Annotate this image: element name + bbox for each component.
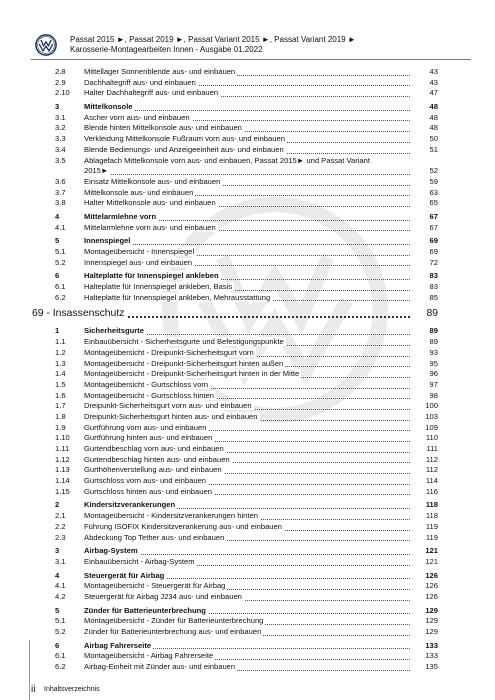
toc-number: 5.2 bbox=[55, 627, 66, 636]
toc-page-number: 111 bbox=[426, 444, 438, 453]
toc-number: 3 bbox=[55, 102, 60, 112]
toc-title: 2015► bbox=[84, 166, 109, 176]
toc-page-number: 85 bbox=[429, 292, 438, 302]
toc-title: Gurthöhenverstellung aus- und einbauen bbox=[84, 465, 222, 475]
toc-item-row[interactable] bbox=[55, 455, 438, 466]
toc-item-row[interactable] bbox=[55, 359, 438, 370]
toc-title: Halteplatte für Innenspiegel ankleben, Basis bbox=[84, 282, 233, 292]
toc-page-number: 89 bbox=[429, 337, 438, 347]
toc-page-number: 51 bbox=[429, 144, 438, 154]
toc-item-row[interactable] bbox=[55, 67, 438, 78]
toc-page-number: 97 bbox=[429, 379, 438, 389]
toc-number: 6 bbox=[55, 271, 60, 281]
toc-title-leader bbox=[84, 662, 410, 673]
toc-title-leader bbox=[84, 78, 410, 89]
document-title: Passat 2015 ►, Passat 2019 ►, Passat Variant 2015 ►, Passat Variant 2019 ► bbox=[70, 35, 356, 44]
toc-number: 1.1 bbox=[55, 337, 66, 347]
toc-item-row[interactable] bbox=[55, 662, 438, 673]
toc-title-leader bbox=[84, 236, 410, 247]
toc-item-row[interactable] bbox=[55, 88, 438, 99]
toc-item-row[interactable] bbox=[55, 337, 438, 348]
toc-title-leader bbox=[84, 641, 410, 652]
toc-item-row[interactable] bbox=[55, 533, 438, 544]
toc-number: 1.13 bbox=[55, 465, 70, 475]
toc-title-leader bbox=[84, 293, 410, 304]
toc-title: Dachhaltegriff aus- und einbauen bbox=[84, 77, 196, 87]
toc-title: Montageübersicht - Airbag Fahrerseite bbox=[84, 651, 214, 661]
toc-title: Montageübersicht - Dreipunkt-Sicherheitsgurt hinten außen bbox=[84, 358, 284, 368]
toc-title-leader bbox=[84, 444, 410, 455]
toc-number: 1.9 bbox=[55, 422, 66, 432]
toc-page-number: 126 bbox=[425, 570, 438, 580]
toc-page-number: 83 bbox=[429, 271, 438, 281]
toc-number: 5 bbox=[55, 605, 60, 615]
toc-page-number: 72 bbox=[429, 257, 438, 267]
toc-item-row[interactable] bbox=[55, 282, 438, 293]
toc-title: Mittellager Sonnenblende aus- und einbauen bbox=[84, 67, 236, 76]
toc-title-leader bbox=[84, 522, 410, 533]
toc-number: 3.3 bbox=[55, 134, 66, 144]
toc-item-row[interactable] bbox=[55, 348, 438, 359]
toc-item-row[interactable] bbox=[55, 123, 438, 134]
toc-title-leader bbox=[84, 247, 410, 258]
toc-number: 6.1 bbox=[55, 651, 66, 661]
toc-number: 1.8 bbox=[55, 411, 66, 421]
toc-title: Mittelkonsole bbox=[84, 102, 133, 112]
toc-item-row[interactable] bbox=[55, 557, 438, 568]
toc-title-leader bbox=[84, 592, 410, 603]
toc-page-number: 47 bbox=[429, 88, 438, 98]
toc-item-row[interactable] bbox=[55, 444, 438, 455]
toc-title-leader bbox=[84, 533, 410, 544]
toc-item-row[interactable] bbox=[55, 651, 438, 662]
toc-title: Ascher vorn aus- und einbauen bbox=[84, 112, 190, 122]
toc-number: 6.1 bbox=[55, 282, 66, 292]
header-divider bbox=[31, 59, 471, 60]
toc-page-number: 114 bbox=[425, 476, 438, 486]
toc-title: Steuergerät für Airbag J234 aus- und einbauen bbox=[84, 591, 242, 601]
toc-number: 1.2 bbox=[55, 347, 66, 357]
toc-title-leader bbox=[84, 391, 410, 402]
toc-number: 1.6 bbox=[55, 390, 66, 400]
toc-page-number: 48 bbox=[429, 123, 438, 133]
toc-title: Montageübersicht - Innenspiegel bbox=[84, 247, 195, 256]
toc-item-row[interactable] bbox=[55, 134, 438, 145]
toc-section-row[interactable] bbox=[55, 236, 438, 247]
toc-number: 2.1 bbox=[55, 511, 66, 521]
toc-page-number: 52 bbox=[429, 166, 438, 176]
toc-item-row[interactable] bbox=[55, 188, 438, 199]
toc-title: Mittelkonsole aus- und einbauen bbox=[84, 187, 194, 197]
toc-page-number: 63 bbox=[429, 187, 438, 197]
toc-title-leader bbox=[84, 123, 410, 134]
toc-title-leader bbox=[84, 223, 410, 234]
toc-item-row[interactable] bbox=[55, 258, 438, 269]
toc-item-row[interactable] bbox=[55, 412, 438, 423]
toc-page-number: 112 bbox=[425, 465, 438, 475]
toc-title-leader bbox=[84, 198, 410, 209]
toc-title: Dreipunkt-Sicherheitsgurt hinten aus- und einbauen bbox=[84, 411, 258, 421]
toc-number: 4.1 bbox=[55, 581, 66, 591]
toc-number: 3.6 bbox=[55, 176, 66, 186]
toc-title: Gurtführung vorn aus- und einbauen bbox=[84, 422, 207, 432]
toc-title: Mittelarmlehne vorn bbox=[84, 211, 157, 221]
toc-title: Gurtführung hinten aus- und einbauen bbox=[84, 433, 213, 443]
toc-item-row[interactable] bbox=[55, 198, 438, 209]
toc-title-leader bbox=[84, 616, 410, 627]
toc-page-number: 119 bbox=[425, 532, 438, 542]
toc-title-leader bbox=[84, 476, 410, 487]
toc-page-number: 129 bbox=[425, 627, 438, 636]
toc-title: Montageübersicht - Dreipunkt-Sicherheitsgurt vorn bbox=[84, 347, 254, 357]
toc-title-leader bbox=[84, 156, 410, 167]
toc-title-leader bbox=[84, 455, 410, 466]
toc-title: Mittelarmlehne vorn aus- und einbauen bbox=[84, 222, 216, 232]
toc-page-number: 89 bbox=[426, 308, 438, 320]
toc-number: 2 bbox=[55, 500, 60, 510]
toc-title: Kindersitzverankerungen bbox=[84, 500, 176, 510]
toc-page-number: 89 bbox=[429, 326, 438, 336]
toc-title: Ablagefach Mittelkonsole vorn aus- und einbauen, Passat 2015► und Passat Variant bbox=[84, 155, 370, 165]
toc-section-row[interactable] bbox=[55, 212, 438, 223]
toc-title-leader bbox=[84, 412, 410, 423]
toc-page-number: 93 bbox=[429, 347, 438, 357]
toc-number: 1.12 bbox=[55, 454, 70, 464]
toc-title-leader bbox=[84, 651, 410, 662]
toc-item-row[interactable] bbox=[55, 401, 438, 412]
toc-number: 5.1 bbox=[55, 247, 66, 256]
toc-page-number: 129 bbox=[425, 616, 438, 626]
toc-page-number: 48 bbox=[429, 112, 438, 122]
toc-section-row[interactable] bbox=[55, 271, 438, 282]
toc-title: Gurtschloss hinten aus- und einbauen bbox=[84, 486, 212, 496]
toc-title: Innenspiegel bbox=[84, 236, 131, 246]
page-number: ii bbox=[31, 684, 36, 695]
toc-title-leader bbox=[84, 88, 410, 99]
toc-page-number: 133 bbox=[425, 651, 438, 661]
toc-title-leader bbox=[84, 188, 410, 199]
toc-title: Dreipunkt-Sicherheitsgurt vorn aus- und einbauen bbox=[84, 401, 252, 411]
toc-number: 2.3 bbox=[55, 532, 66, 542]
toc-page-number: 118 bbox=[425, 500, 438, 510]
toc-title: Verkleidung Mittelkonsole Fußraum vorn aus- und einbauen bbox=[84, 134, 285, 144]
toc-item-row[interactable] bbox=[55, 156, 438, 167]
toc-section-row[interactable] bbox=[55, 606, 438, 617]
toc-page-number: 65 bbox=[429, 198, 438, 208]
toc-number: 6.2 bbox=[55, 292, 66, 302]
toc-number: 3.5 bbox=[55, 155, 66, 165]
toc-item-row[interactable] bbox=[55, 465, 438, 476]
toc-title: Einbauübersicht - Airbag-System bbox=[84, 556, 195, 566]
vw-logo-icon bbox=[35, 34, 57, 56]
toc-section-row[interactable] bbox=[55, 641, 438, 652]
toc-item-row[interactable] bbox=[55, 391, 438, 402]
toc-title-leader bbox=[84, 606, 410, 617]
toc-chapter-row[interactable] bbox=[32, 305, 438, 323]
toc-title-leader bbox=[84, 166, 410, 177]
toc-item-row[interactable] bbox=[55, 511, 438, 522]
document-subtitle: Karosserie-Montagearbeiten Innen - Ausgabe 01.2022 bbox=[70, 45, 263, 54]
toc-page-number: 129 bbox=[425, 605, 438, 615]
toc-title-leader bbox=[84, 571, 410, 582]
toc-page-number: 118 bbox=[425, 511, 438, 521]
toc-title-leader bbox=[84, 212, 410, 223]
toc-number: 2.2 bbox=[55, 521, 66, 531]
toc-number: 5.1 bbox=[55, 616, 66, 626]
toc-page-number: 43 bbox=[429, 77, 438, 87]
toc-number: 5.2 bbox=[55, 257, 66, 267]
toc-title: Sicherheitsgurte bbox=[84, 326, 144, 336]
toc-title: Innenspiegel aus- und einbauen bbox=[84, 257, 193, 267]
toc-title-leader bbox=[84, 511, 410, 522]
toc-number: 3.2 bbox=[55, 123, 66, 133]
toc-page-number: 69 bbox=[429, 236, 438, 246]
toc-page-number: 133 bbox=[425, 640, 438, 650]
toc-item-row[interactable] bbox=[55, 592, 438, 603]
toc-page-number: 67 bbox=[429, 211, 438, 221]
footer-divider bbox=[29, 640, 30, 700]
toc-number: 1.10 bbox=[55, 433, 70, 443]
toc-item-row[interactable] bbox=[55, 476, 438, 487]
toc-title-leader bbox=[84, 359, 410, 370]
toc-item-row[interactable] bbox=[55, 433, 438, 444]
toc-title-leader bbox=[84, 134, 410, 145]
toc-page-number: 112 bbox=[425, 454, 438, 464]
toc-title-leader bbox=[84, 401, 410, 412]
toc-title-leader bbox=[84, 102, 410, 113]
toc-title: Halter Dachhaltegriff aus- und einbauen bbox=[84, 88, 219, 98]
toc-item-row[interactable] bbox=[55, 177, 438, 188]
toc-page-number: 59 bbox=[429, 176, 438, 186]
toc-number: 2.10 bbox=[55, 88, 70, 98]
toc-section-row[interactable] bbox=[55, 326, 438, 337]
toc-number: 1.4 bbox=[55, 369, 66, 379]
footer-label: Inhaltsverzeichnis bbox=[44, 686, 100, 693]
toc-page-number: 110 bbox=[425, 433, 438, 443]
toc-number: 4.1 bbox=[55, 222, 66, 232]
toc-number: 5 bbox=[55, 236, 60, 246]
toc-title-leader bbox=[84, 282, 410, 293]
toc-number: 4 bbox=[55, 570, 60, 580]
toc-page-number: 96 bbox=[429, 369, 438, 379]
toc-item-row[interactable] bbox=[55, 522, 438, 533]
toc-number: 3 bbox=[55, 546, 60, 556]
toc-page-number: 126 bbox=[425, 581, 438, 591]
toc-title: Blende Bedienungs- und Anzeigeeinheit aus- und einbauen bbox=[84, 144, 284, 154]
toc-number: 1.3 bbox=[55, 358, 66, 368]
toc-title-leader bbox=[84, 581, 410, 592]
toc-title: Halteplatte für Innenspiegel ankleben bbox=[84, 271, 219, 281]
toc-page-number: 50 bbox=[429, 134, 438, 144]
toc-title: Gurtendbeschlag hinten aus- und einbauen bbox=[84, 454, 230, 464]
toc-title-leader bbox=[84, 113, 410, 124]
toc-item-row[interactable] bbox=[55, 616, 438, 627]
toc-title: Abdeckung Top Tether aus- und einbauen bbox=[84, 532, 225, 542]
toc-number: 6.2 bbox=[55, 662, 66, 672]
toc-item-row[interactable] bbox=[55, 627, 438, 638]
toc-title-leader bbox=[84, 369, 410, 380]
toc-title: Airbag Fahrerseite bbox=[84, 640, 152, 650]
toc-title: Blende hinten Mittelkonsole aus- und einbauen bbox=[84, 123, 242, 133]
toc-title-leader bbox=[84, 348, 410, 359]
toc-item-row[interactable] bbox=[55, 369, 438, 380]
toc-title: Halteplatte für Innenspiegel ankleben, Mehrausstattung bbox=[84, 292, 271, 302]
toc-page-number: 48 bbox=[429, 102, 438, 112]
toc-item-row[interactable] bbox=[55, 145, 438, 156]
toc-title-leader bbox=[84, 337, 410, 348]
toc-title-leader bbox=[84, 627, 410, 638]
toc-title: Zünder für Batterieunterbrechung aus- und einbauen bbox=[84, 627, 262, 636]
toc-title: Einbauübersicht - Sicherheitsgurte und Befestigungspunkte bbox=[84, 337, 284, 347]
toc-title: Halter Mittelkonsole aus- und einbauen bbox=[84, 198, 216, 208]
toc-number: 2.8 bbox=[55, 67, 66, 76]
toc-title: Airbag-System bbox=[84, 546, 138, 556]
toc-item-row[interactable] bbox=[55, 423, 438, 434]
toc-number: 1.15 bbox=[55, 486, 70, 496]
toc-page-number: 103 bbox=[425, 411, 438, 421]
toc-item-row[interactable] bbox=[55, 223, 438, 234]
toc-number: 4 bbox=[55, 211, 60, 221]
toc-title: Gurtendbeschlag vorn aus- und einbauen bbox=[84, 444, 224, 453]
toc-page-number: 83 bbox=[429, 282, 438, 292]
toc-title: Gurtschloss vorn aus- und einbauen bbox=[84, 476, 206, 486]
toc-title: Montageübersicht - Steuergerät für Airbag bbox=[84, 581, 226, 591]
toc-title-leader bbox=[84, 271, 410, 282]
toc-item-row[interactable] bbox=[55, 78, 438, 89]
toc-title: Montageübersicht - Dreipunkt-Sicherheitsgurt hinten in der Mitte bbox=[84, 369, 300, 379]
toc-page-number: 98 bbox=[429, 390, 438, 400]
toc-title-leader bbox=[84, 423, 410, 434]
toc-title-leader bbox=[84, 380, 410, 391]
toc-page-number: 119 bbox=[425, 521, 438, 531]
toc-title-leader bbox=[84, 67, 410, 78]
toc-title: 69 - Insassenschutz bbox=[32, 308, 125, 320]
toc-title: Montageübersicht - Kindersitzverankerungen hinten bbox=[84, 511, 258, 521]
toc-title: Steuergerät für Airbag bbox=[84, 570, 165, 580]
toc-title: Führung ISOFIX Kindersitzverankerung aus- und einbauen bbox=[84, 521, 282, 531]
toc-section-row[interactable] bbox=[55, 102, 438, 113]
toc-title: Montageübersicht - Gurtschloss vorn bbox=[84, 379, 209, 389]
toc-title-leader bbox=[84, 433, 410, 444]
toc-page-number: 116 bbox=[425, 486, 438, 496]
toc-item-row[interactable] bbox=[55, 293, 438, 304]
toc-title-leader bbox=[84, 258, 410, 269]
toc-number: 1.14 bbox=[55, 476, 70, 486]
toc-title-leader bbox=[84, 557, 410, 568]
toc-page-number: 95 bbox=[429, 358, 438, 368]
toc-item-row[interactable] bbox=[55, 487, 438, 498]
toc-number: 3.7 bbox=[55, 187, 66, 197]
toc-number: 1.11 bbox=[55, 444, 70, 453]
toc-number: 6 bbox=[55, 640, 60, 650]
toc-page-number: 100 bbox=[425, 401, 438, 411]
toc-section-row[interactable] bbox=[55, 546, 438, 557]
toc-number: 4.2 bbox=[55, 591, 66, 601]
toc-page-number: 67 bbox=[429, 222, 438, 232]
toc-page-number: 121 bbox=[425, 556, 438, 566]
toc-section-row[interactable] bbox=[55, 571, 438, 582]
toc-title: Montageübersicht - Gurtschloss hinten bbox=[84, 390, 215, 400]
toc-title: Montageübersicht - Zünder für Batterieunterbrechung bbox=[84, 616, 264, 626]
toc-number: 1 bbox=[55, 326, 60, 336]
toc-title-leader bbox=[84, 465, 410, 476]
toc-page-number: 109 bbox=[425, 422, 438, 432]
toc-item-row[interactable] bbox=[55, 113, 438, 124]
toc-section-row[interactable] bbox=[55, 500, 438, 511]
toc-number: 2.9 bbox=[55, 77, 66, 87]
toc-number: 1.5 bbox=[55, 379, 66, 389]
toc-item-row[interactable] bbox=[55, 380, 438, 391]
toc-page-number: 43 bbox=[429, 67, 438, 76]
table-of-contents bbox=[32, 67, 438, 673]
toc-page-number: 135 bbox=[425, 662, 438, 672]
toc-number: 3.4 bbox=[55, 144, 66, 154]
toc-title-leader bbox=[84, 546, 410, 557]
toc-title: Einsatz Mittelkonsole aus- und einbauen bbox=[84, 176, 221, 186]
toc-item-row[interactable] bbox=[55, 166, 438, 177]
toc-number: 1.7 bbox=[55, 401, 66, 411]
toc-item-row[interactable] bbox=[55, 247, 438, 258]
toc-title-leader bbox=[84, 326, 410, 337]
toc-page-number: 121 bbox=[425, 546, 438, 556]
toc-item-row[interactable] bbox=[55, 581, 438, 592]
toc-number: 3.1 bbox=[55, 112, 66, 122]
toc-page-number: 69 bbox=[429, 247, 438, 256]
toc-number: 3.1 bbox=[55, 556, 66, 566]
toc-title: Airbag-Einheit mit Zünder aus- und einbauen bbox=[84, 662, 236, 672]
toc-number: 3.8 bbox=[55, 198, 66, 208]
toc-title-leader bbox=[84, 500, 410, 511]
toc-page-number: 126 bbox=[425, 591, 438, 601]
toc-title-leader bbox=[84, 145, 410, 156]
toc-title-leader bbox=[84, 487, 410, 498]
toc-title-leader bbox=[84, 177, 410, 188]
toc-title: Zünder für Batterieunterbrechung bbox=[84, 605, 206, 615]
toc-title-leader bbox=[32, 305, 410, 323]
